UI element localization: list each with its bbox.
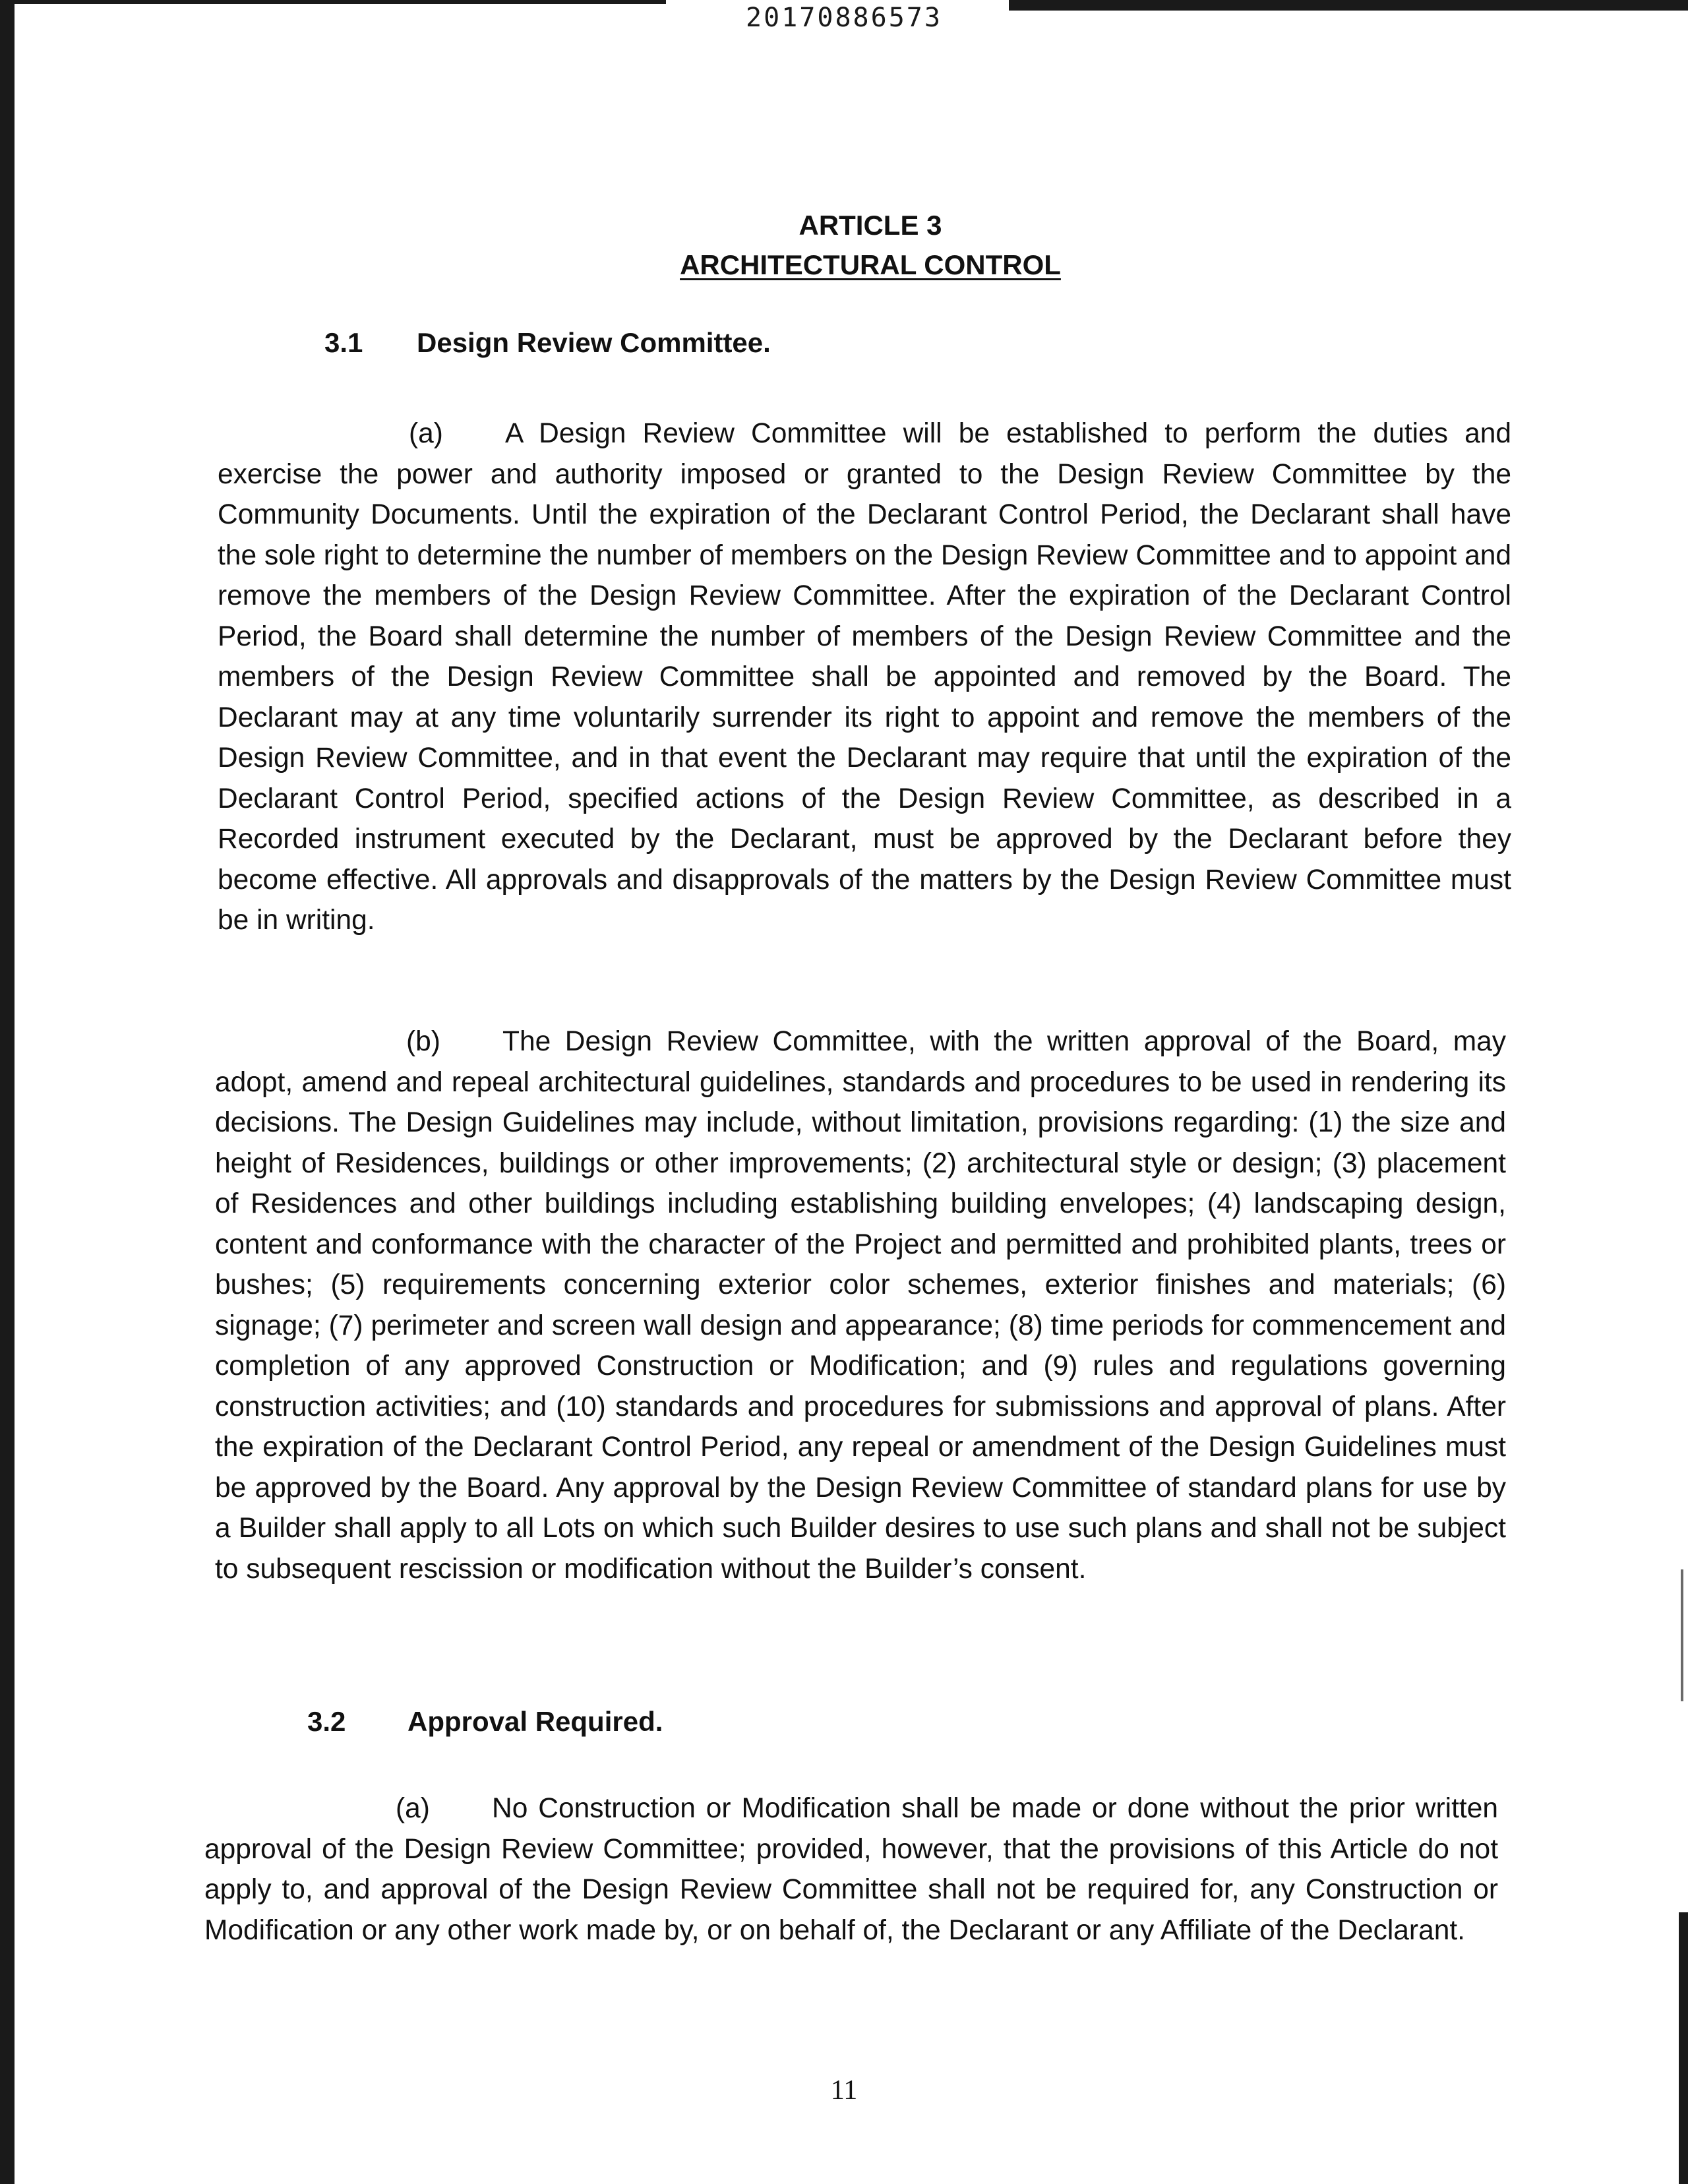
section-heading-3-2 — [307, 1706, 663, 1738]
paragraph-3-1-b — [215, 1021, 1506, 1589]
recording-number: 20170886573 — [746, 3, 942, 33]
paragraph-text: A Design Review Committee will be established to perform the duties and exercise the power and authority imposed or granted to the Design Review Committee by the Community Documents. Until the expiration of the Declarant Control Period, the Declarant shall have the sole right to determine the number of members on the Design Review Committee and to appoint and remove the members of the Design Review Committee. After the expiration of the Declarant Control Period, the Board shall determine the number of members of the Design Review Committee and the members of the Design Review Committee shall be appointed and removed by the Board. The Declarant may at any time voluntarily surrender its right to appoint and remove the members of the Design Review Committee, and in that event the Declarant may require that until the expiration of the Declarant Control Period, specified actions of the Design Review Committee, as described in a Recorded instrument executed by the Declarant, must be approved by the Declarant before they become effective. All approvals and disapprovals of the matters by the Design Review Committee must be in writing. — [218, 418, 1511, 936]
paragraph-label: (a) — [396, 1793, 430, 1824]
paragraph-text: No Construction or Modification shall be made or done without the prior written approval of the Design Review Committee; provided, however, that the provisions of this Article do not apply to, and approval of the Design Review Committee shall not be required for, any Construction or Modification or any other work made by, or on behalf of, the Declarant or any Affiliate of the Declarant. — [204, 1793, 1498, 1946]
scan-left-edge — [0, 0, 15, 2184]
section-heading-3-1 — [324, 327, 771, 359]
paragraph-3-1-a — [218, 413, 1511, 941]
article-number: ARTICLE 3 — [799, 210, 942, 241]
scan-right-edge — [1679, 1912, 1688, 2184]
paragraph-text: The Design Review Committee, with the written approval of the Board, may adopt, amend and repeal architectural guidelines, standards and procedures to be used in rendering its decisions. The Design Guidelines may include, without limitation, provisions regarding: (1) the size and height of Residences, buildings or other improvements; (2) architectural style or design; (3) placement of Residences and other buildings including establishing building envelopes; (4) landscaping design, content and conformance with the character of the Project and permitted and prohibited plants, trees or bushes; (5) requirements concerning exterior color schemes, exterior finishes and materials; (6) signage; (7) perimeter and screen wall design and appearance; (8) time periods for commencement and completion of any approved Construction or Modification; and (9) rules and regulations governing construction activities; and (10) standards and procedures for submissions and approval of plans. After the expiration of the Declarant Control Period, any repeal or amendment of the Design Guidelines must be approved by the Board. Any approval by the Design Review Committee of standard plans for use by a Builder shall apply to all Lots on which such Builder desires to use such plans and shall not be subject to subsequent rescission or modification without the Builder’s consent. — [215, 1026, 1506, 1585]
paragraph-label: (a) — [409, 418, 443, 449]
paragraph-3-2-a — [204, 1788, 1498, 1951]
page-number: 11 — [830, 2075, 858, 2106]
section-title: Approval Required. — [407, 1706, 663, 1737]
article-title: ARCHITECTURAL CONTROL — [680, 249, 1061, 280]
article-heading — [659, 206, 1081, 285]
scan-right-edge-mark — [1681, 1569, 1683, 1701]
section-title: Design Review Committee. — [417, 327, 771, 358]
section-number: 3.1 — [324, 327, 363, 358]
paragraph-label: (b) — [406, 1026, 440, 1057]
section-number: 3.2 — [307, 1706, 346, 1737]
